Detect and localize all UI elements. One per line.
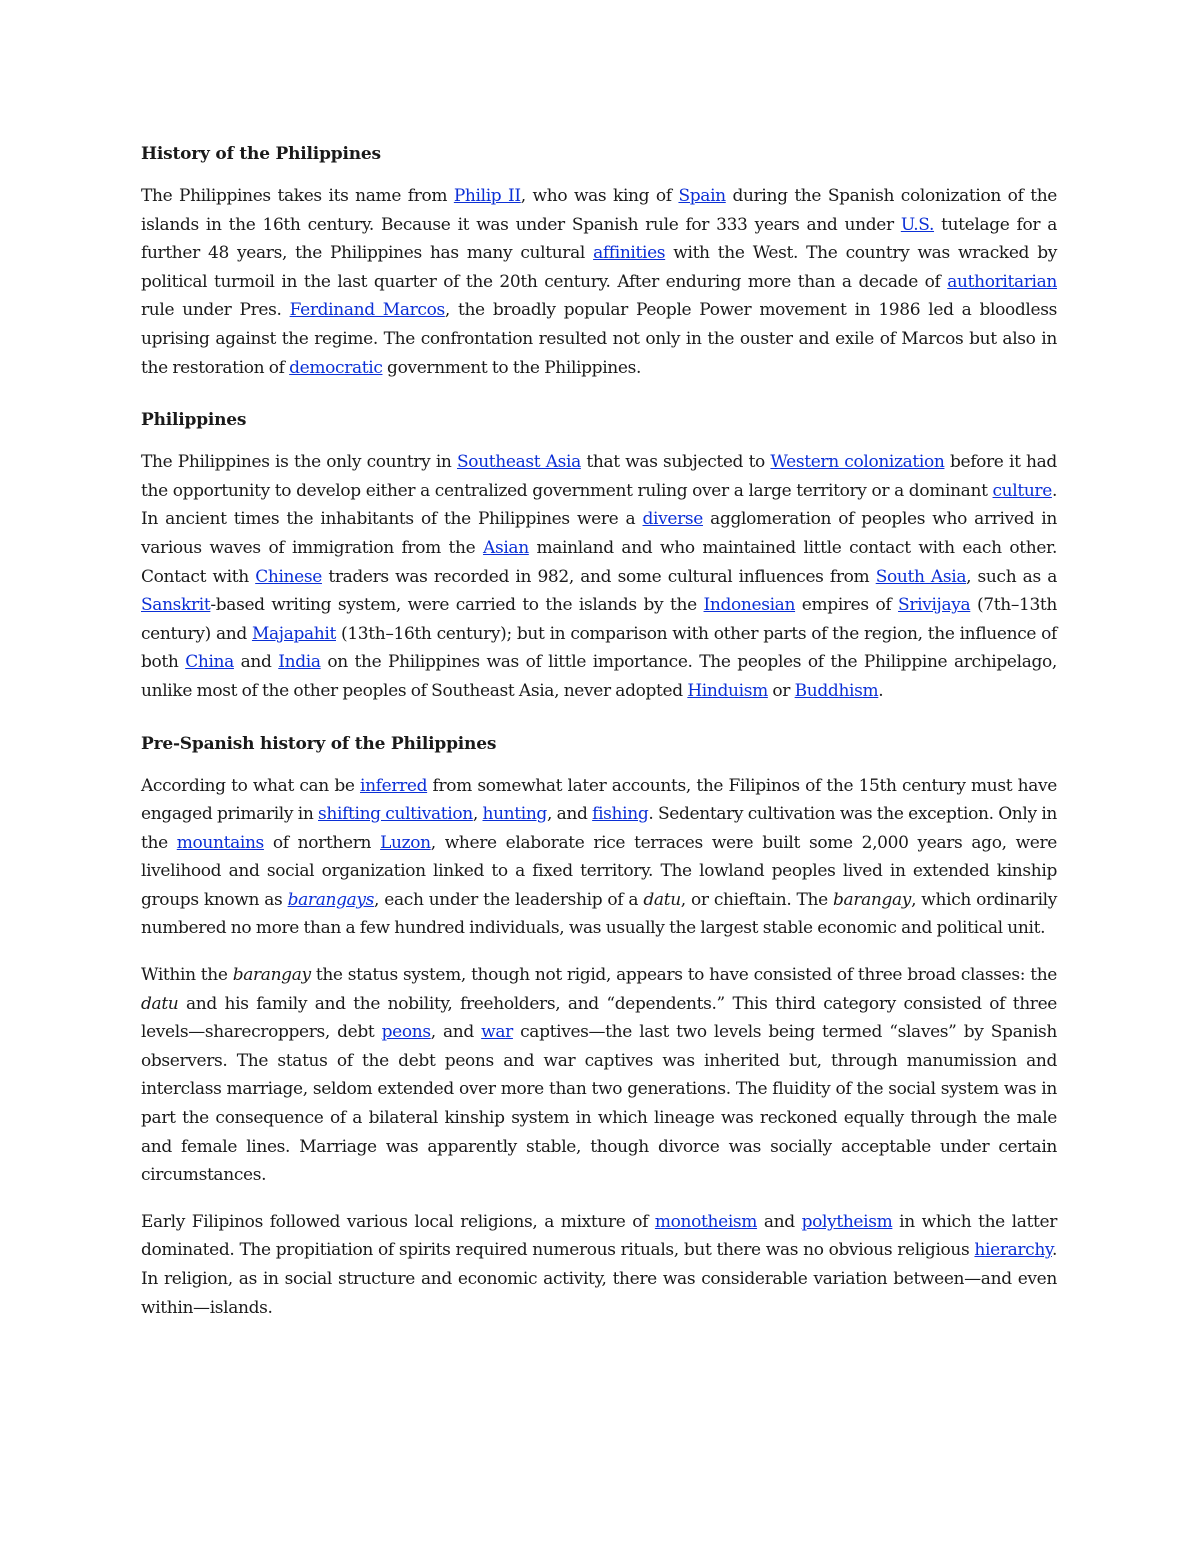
document-page: [141, 140, 1057, 1340]
link-peons[interactable]: peons: [381, 1022, 431, 1043]
italic-term: datu: [141, 993, 179, 1014]
text-run: , the broadly popular People Power movement in 1986 led a bloodless uprising against the regime. The confrontation resulted not only in the ouster and exile of Marcos but also in the restoration of: [141, 300, 1057, 378]
text-run: Within the: [141, 965, 233, 986]
link-china[interactable]: China: [185, 652, 234, 673]
text-run: traders was recorded in 982, and some cultural influences from: [321, 566, 876, 587]
paragraph: [141, 1208, 1057, 1322]
paragraph: [141, 448, 1057, 705]
text-run: , such as a: [966, 566, 1057, 587]
text-run: before it had the opportunity to develop either a centralized government ruling over a large territory or a dominant: [141, 452, 1057, 501]
text-run: Early Filipinos followed various local religions, a mixture of: [141, 1211, 655, 1232]
text-run: , which ordinarily numbered no more than a few hundred individuals, was usually the largest stable economic and political unit.: [141, 889, 1057, 939]
text-run: . Sedentary cultivation was the exception. Only in the: [141, 804, 1058, 853]
heading-philippines: Philippines: [141, 410, 247, 431]
link-authoritarian[interactable]: authoritarian: [947, 271, 1057, 292]
section-pre-spanish: [141, 730, 1057, 1323]
link-indonesian[interactable]: Indonesian: [703, 595, 796, 616]
text-run: tutelage for a further 48 years, the Philippines has many cultural: [141, 214, 1057, 264]
link-south-asia[interactable]: South Asia: [875, 566, 967, 587]
text-run: or: [767, 680, 795, 701]
link-democratic[interactable]: democratic: [289, 357, 383, 378]
text-run: empires of: [795, 595, 899, 616]
text-run: (7th–13th century) and: [141, 595, 1058, 644]
link-southeast-asia[interactable]: Southeast Asia: [457, 452, 581, 473]
text-run: that was subjected to: [580, 452, 771, 473]
link-war[interactable]: war: [481, 1022, 513, 1043]
text-run: the status system, though not rigid, appears to have consisted of three broad classes: the: [310, 965, 1058, 986]
text-run: (13th–16th century); but in comparison with other parts of the region, the influence of both: [141, 623, 1057, 673]
link-shifting-cultivation[interactable]: shifting cultivation: [318, 804, 473, 825]
link-india[interactable]: India: [278, 652, 321, 673]
italic-term: barangay: [232, 965, 311, 986]
text-run: ,: [472, 804, 483, 825]
link-majapahit[interactable]: Majapahit: [251, 623, 336, 644]
link-chinese[interactable]: Chinese: [255, 566, 322, 587]
link-philip-ii[interactable]: Philip II: [453, 186, 521, 206]
italic-term: barangay: [833, 889, 912, 910]
link-buddhism[interactable]: Buddhism: [794, 680, 879, 701]
link-fishing[interactable]: fishing: [592, 804, 649, 825]
text-run: According to what can be: [141, 775, 360, 796]
text-run: , or chieftain. The: [680, 889, 834, 910]
text-run: , where elaborate rice terraces were built some 2,000 years ago, were livelihood and social organization linked to a fixed territory. The lowland peoples lived in extended kinship groups known as: [141, 832, 1057, 910]
text-run: -based writing system, were carried to the islands by the: [210, 595, 704, 616]
text-run: . In ancient times the inhabitants of the Philippines were a: [141, 480, 1057, 530]
italic-term: datu: [643, 889, 681, 910]
link-asian[interactable]: Asian: [483, 537, 529, 558]
text-run: rule under Pres.: [141, 300, 290, 321]
link-hinduism[interactable]: Hinduism: [687, 680, 768, 701]
paragraph: [141, 961, 1057, 1190]
link-mountains[interactable]: mountains: [176, 832, 264, 853]
link-inferred[interactable]: inferred: [359, 775, 428, 796]
link-barangays[interactable]: barangays: [287, 889, 375, 910]
link-luzon[interactable]: Luzon: [380, 832, 431, 853]
text-run: of northern: [263, 832, 381, 853]
text-run: and: [757, 1211, 802, 1232]
heading-pre-spanish: Pre-Spanish history of the Philippines: [141, 733, 497, 754]
text-run: The Philippines is the only country in: [141, 452, 458, 473]
link-polytheism[interactable]: polytheism: [801, 1211, 893, 1232]
link-monotheism[interactable]: monotheism: [654, 1211, 758, 1232]
text-run: The Philippines takes its name from: [141, 186, 454, 206]
text-run: from somewhat later accounts, the Filipinos of the 15th century must have engaged primarily in: [141, 775, 1057, 825]
text-run: and his family and the nobility, freeholders, and “dependents.” This third category consisted of three levels—sharecroppers, debt: [141, 993, 1057, 1043]
link-ferdinand-marcos[interactable]: Ferdinand Marcos: [289, 300, 445, 321]
link-spain[interactable]: Spain: [678, 186, 726, 206]
link-affinities[interactable]: affinities: [593, 243, 666, 264]
link-hierarchy[interactable]: hierarchy: [974, 1240, 1052, 1261]
text-run: on the Philippines was of little importance. The peoples of the Philippine archipelago, unlike most of the other peoples of Southeast Asia, never adopted: [141, 652, 1057, 701]
text-run: with the West. The country was wracked by political turmoil in the last quarter of the 20th century. After enduring more than a decade of: [141, 243, 1057, 292]
link-diverse[interactable]: diverse: [642, 509, 703, 530]
link-sanskrit[interactable]: Sanskrit: [141, 595, 211, 616]
section-history: [141, 140, 1057, 382]
paragraph: [141, 182, 1057, 382]
text-run: in which the latter dominated. The propitiation of spirits required numerous rituals, but there was no obvious religious: [141, 1211, 1058, 1261]
link-hunting[interactable]: hunting: [482, 804, 547, 825]
text-run: agglomeration of peoples who arrived in various waves of immigration from the: [141, 509, 1057, 558]
text-run: and: [233, 652, 279, 673]
paragraph: [141, 772, 1057, 944]
text-run: captives—the last two levels being termed “slaves” by Spanish observers. The status of the debt peons and war captives was inherited but, through manumission and interclass marriage, seldom extended over more than two generations. The fluidity of the social system was in part the consequence of a bilateral kinship system in which lineage was reckoned equally through the male and female lines. Marriage was apparently stable, though divorce was socially acceptable under certain circumstances.: [141, 1022, 1058, 1186]
heading-history: History of the Philippines: [141, 144, 381, 164]
link-culture[interactable]: culture: [992, 480, 1052, 501]
link-u-s[interactable]: U.S.: [900, 214, 935, 235]
text-run: , who was king of: [520, 186, 679, 206]
text-run: mainland and who maintained little contact with each other. Contact with: [141, 537, 1057, 587]
text-run: , each under the leadership of a: [374, 889, 644, 910]
link-srivijaya[interactable]: Srivijaya: [898, 595, 971, 616]
link-western-colonization[interactable]: Western colonization: [770, 452, 945, 473]
text-run: . In religion, as in social structure and economic activity, there was considerable variation between—and even within—islands.: [141, 1240, 1057, 1318]
text-run: , and: [546, 804, 593, 825]
text-run: .: [878, 680, 884, 701]
text-run: , and: [430, 1022, 482, 1043]
text-run: government to the Philippines.: [382, 357, 642, 378]
text-run: during the Spanish colonization of the islands in the 16th century. Because it was under Spanish rule for 333 years and under: [141, 186, 1058, 235]
section-philippines: [141, 406, 1057, 705]
